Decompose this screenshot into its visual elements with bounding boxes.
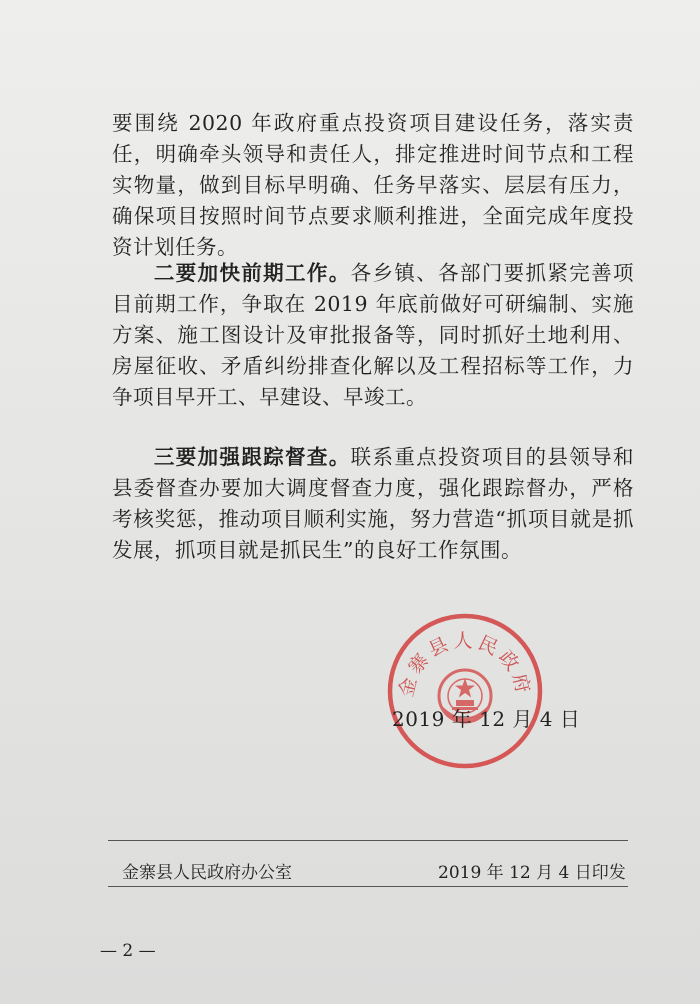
signature-date: 2019 年 12 月 4 日 [392,707,581,731]
paragraph-3-body: 联系重点投资项目的县领导和县委督查办要加大调度督查力度，强化跟踪督办，严格考核奖惩，推动项目顺利实施，努力营造“抓项目就是抓发展，抓项目就是抓民生”的良好工作氛围。 [112,445,635,562]
paragraph-1: 要围绕 2020 年政府重点投资项目建设任务，落实责任，明确牵头领导和责任人，排定推进时间节点和工程实物量，做到目标早明确、任务早落实、层层有压力，确保项目按照时间节点要求顺利推进，全面完成年度投资计划任务。 [112,111,634,259]
seal-text-path: 金寨县人民政府 [395,630,535,700]
paragraph-2-body: 各乡镇、各部门要抓紧完善项目前期工作，争取在 2019 年底前做好可研编制、实施方案、施工图设计及审批报备等，同时抓好土地利用、房屋征收、矛盾纠纷排查化解以及工程招标等工作，力争项目早开工、早建设、早竣工。 [112,261,635,409]
footer-bottom-rule [108,886,628,887]
paragraph-2 [112,258,634,413]
page-number: — 2 — [100,941,156,961]
official-seal [386,612,544,770]
paragraph-3 [112,442,634,566]
paragraph-3-heading: 三要加强跟踪督查。 [153,445,351,469]
footer-issuer: 金寨县人民政府办公室 [122,863,292,883]
footer-top-rule [108,840,628,841]
footer-print-date: 2019 年 12 月 4 日印发 [438,863,626,883]
paragraph-2-heading: 二要加快前期工作。 [153,261,351,285]
